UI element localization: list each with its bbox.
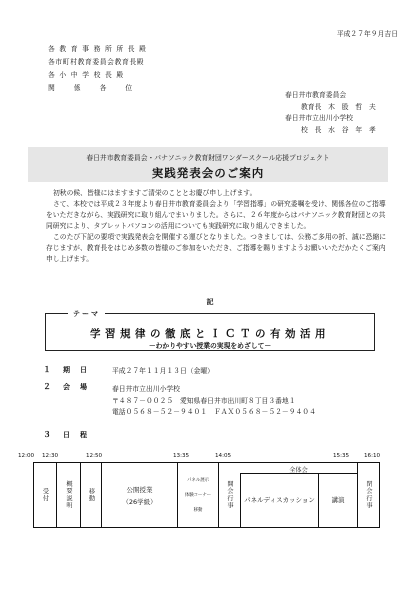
- time-tick: 13:35: [173, 453, 190, 459]
- sender-title: 校 長 水 谷 年 孝: [301, 125, 376, 134]
- recipient-line: 各市町村教育委員会教育長殿: [48, 58, 145, 66]
- schedule-cell-panel-exhibit: [177, 462, 218, 527]
- recipient-line: 各小中学校長殿: [48, 71, 128, 79]
- recipient-list: [48, 46, 151, 98]
- sender-org: 春日井市教育委員会: [285, 91, 347, 99]
- venue-name: 春日井市立出川小学校: [112, 385, 180, 393]
- cell-label: 公開授業: [126, 486, 153, 494]
- event-date: 平成２７年１１月１３日（金曜）: [112, 367, 214, 375]
- schedule-bottom-line: [33, 527, 380, 528]
- section-number-2: ２: [43, 382, 51, 391]
- cell-label: 開会行事: [226, 480, 233, 509]
- body-paragraph: このたび下記の要項で実践発表会を開催する運びとなりました。つきましては、公務ご多用の折、誠に恐縮に存じますが、教育長をはじめ多数の皆様のご参加をいただき、ご指導を賜りますようお願いいただかたくご案内申し上げます。: [46, 233, 387, 263]
- schedule-cell-overview: [56, 462, 80, 527]
- time-tick: 16:10: [364, 453, 381, 459]
- general-meeting-label: 全体会: [289, 467, 308, 474]
- section-label-date: 期日: [63, 366, 97, 374]
- sender-org: 春日井市立出川小学校: [285, 114, 353, 122]
- document-date: 平成２７年９月吉日: [336, 30, 398, 38]
- recipient-line: 各教育事務所所長殿: [48, 45, 151, 53]
- time-tick: 14:05: [215, 453, 232, 459]
- section-label-venue: 会場: [63, 383, 97, 391]
- cell-label: 受付: [41, 487, 49, 502]
- schedule-cell-open-class: [101, 462, 177, 527]
- body-paragraph: 初秋の候、皆様にはますますご清栄のこととお慶び申し上げます。: [53, 189, 257, 197]
- sender-title: 教育長 木 股 哲 夫: [301, 102, 376, 111]
- cell-label: 移動: [193, 508, 203, 513]
- schedule-cell-lecture: [318, 473, 357, 527]
- cell-label: 移動: [87, 487, 95, 502]
- ki-heading: 記: [206, 298, 214, 306]
- cell-label: 講演: [331, 496, 345, 504]
- time-tick: 12:50: [86, 453, 103, 459]
- sender-block: [285, 92, 376, 138]
- section-number-3: ３: [43, 430, 51, 439]
- cell-label: 閉会行事: [365, 480, 372, 509]
- cell-label: パネル展示: [187, 478, 209, 483]
- venue-address: 〒４８７－００２５ 愛知県春日井市出川町８丁目３番地１: [112, 396, 296, 405]
- banner-title: 実践発表会のご案内: [151, 166, 265, 180]
- schedule-cell-closing: [357, 462, 380, 527]
- venue-phone: 電話０５６８－５２－９４０１ ＦＡＸ０５６８－５２－９４０４: [112, 408, 316, 416]
- time-tick: 15:35: [333, 453, 350, 459]
- theme-title: 学習規律の徹底とＩＣＴの有効活用: [90, 328, 330, 340]
- section-label-schedule: 日程: [63, 431, 97, 439]
- time-tick: 12:00: [18, 453, 35, 459]
- schedule-cell-reception: [33, 462, 56, 527]
- body-paragraph: さて、本校では平成２３年度より春日井市教育委員会より「学習指導」の研究委嘱を受け、関係各位のご指導をいただきながら、実践研究に取り組んでまいりました。さらに、２６年度からはパナソニック教育財団との共同研究により、タブレットパソコンの活用についても実践研究に取り組んできました。: [46, 200, 386, 230]
- recipient-line: 関係各位: [48, 84, 152, 92]
- cell-label: （26学級）: [122, 498, 157, 506]
- body-text: [46, 188, 391, 265]
- section-number-1: １: [43, 365, 51, 374]
- title-banner: [28, 147, 388, 182]
- cell-label: 概要説明: [65, 480, 72, 509]
- cell-label: パネルディスカッション: [244, 496, 315, 504]
- time-tick: 12:30: [42, 453, 59, 459]
- venue-block: [112, 383, 316, 418]
- cell-label: 体験コーナー: [184, 493, 212, 498]
- theme-label: テーマ: [68, 309, 105, 319]
- theme-box: [45, 310, 375, 351]
- schedule-cell-opening: [218, 462, 240, 527]
- schedule-cell-move: [80, 462, 101, 527]
- schedule-cell-panel-discussion: [240, 473, 318, 527]
- banner-subtitle: 春日井市教育委員会・パナソニック教育財団ワンダースクール応援プロジェクト: [86, 154, 330, 162]
- theme-subtitle: －わかりやすい授業の実現をめざして－: [148, 342, 272, 350]
